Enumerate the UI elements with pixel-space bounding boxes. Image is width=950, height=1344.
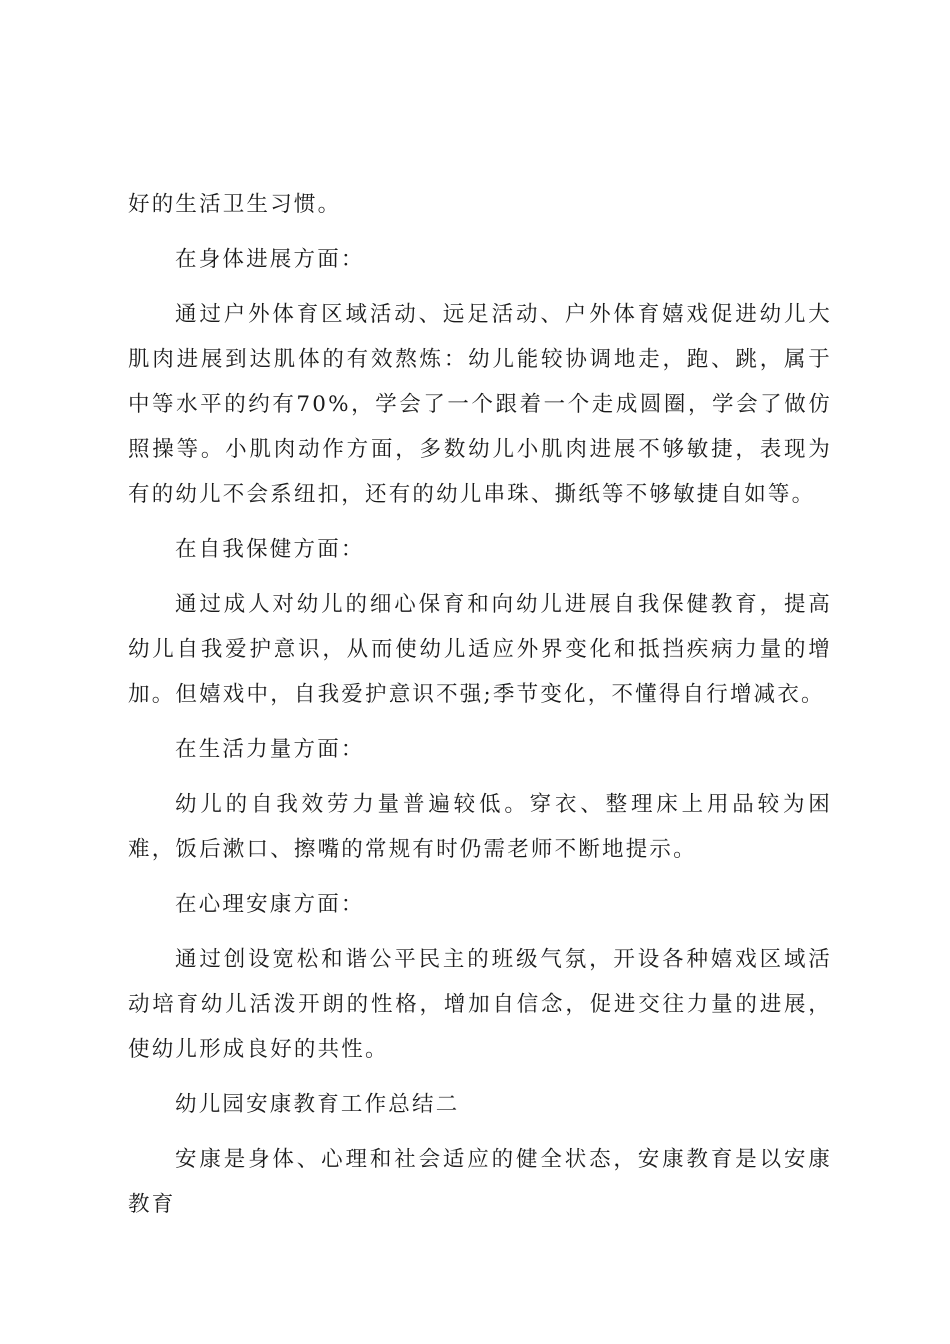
paragraph-life-skills: 幼儿的自我效劳力量普遍较低。穿衣、整理床上用品较为困难，饭后漱口、擦嘴的常规有时仍需老师不断地提示。 [128, 792, 832, 862]
section-title-summary-two: 幼儿园安康教育工作总结二 [175, 1092, 460, 1117]
paragraph-self-care: 通过成人对幼儿的细心保育和向幼儿进展自我保健教育，提高幼儿自我爱护意识，从而使幼儿适应外界变化和抵挡疾病力量的增加。但嬉戏中，自我爱护意识不强;季节变化，不懂得自行增减衣。 [128, 592, 832, 707]
section-heading-mental-health: 在心理安康方面： [175, 892, 365, 917]
paragraph-summary-two-intro: 安康是身体、心理和社会适应的健全状态，安康教育是以安康教育 [128, 1147, 832, 1217]
section-heading-self-care: 在自我保健方面： [175, 537, 365, 562]
section-heading-physical-development: 在身体进展方面： [175, 247, 365, 272]
paragraph-mental-health: 通过创设宽松和谐公平民主的班级气氛，开设各种嬉戏区域活动培育幼儿活泼开朗的性格，增加自信念，促进交往力量的进展，使幼儿形成良好的共性。 [128, 947, 832, 1062]
paragraph-physical-development: 通过户外体育区域活动、远足活动、户外体育嬉戏促进幼儿大肌肉进展到达肌体的有效熬炼：幼儿能较协调地走，跑、跳，属于中等水平的约有70%，学会了一个跟着一个走成圆圈，学会了做仿照操等。小肌肉动作方面，多数幼儿小肌肉进展不够敏捷，表现为有的幼儿不会系纽扣，还有的幼儿串珠、撕纸等不够敏捷自如等。 [128, 302, 832, 507]
document-page [128, 182, 832, 1237]
section-heading-life-skills: 在生活力量方面： [175, 737, 365, 762]
paragraph-continued: 好的生活卫生习惯。 [128, 192, 342, 217]
